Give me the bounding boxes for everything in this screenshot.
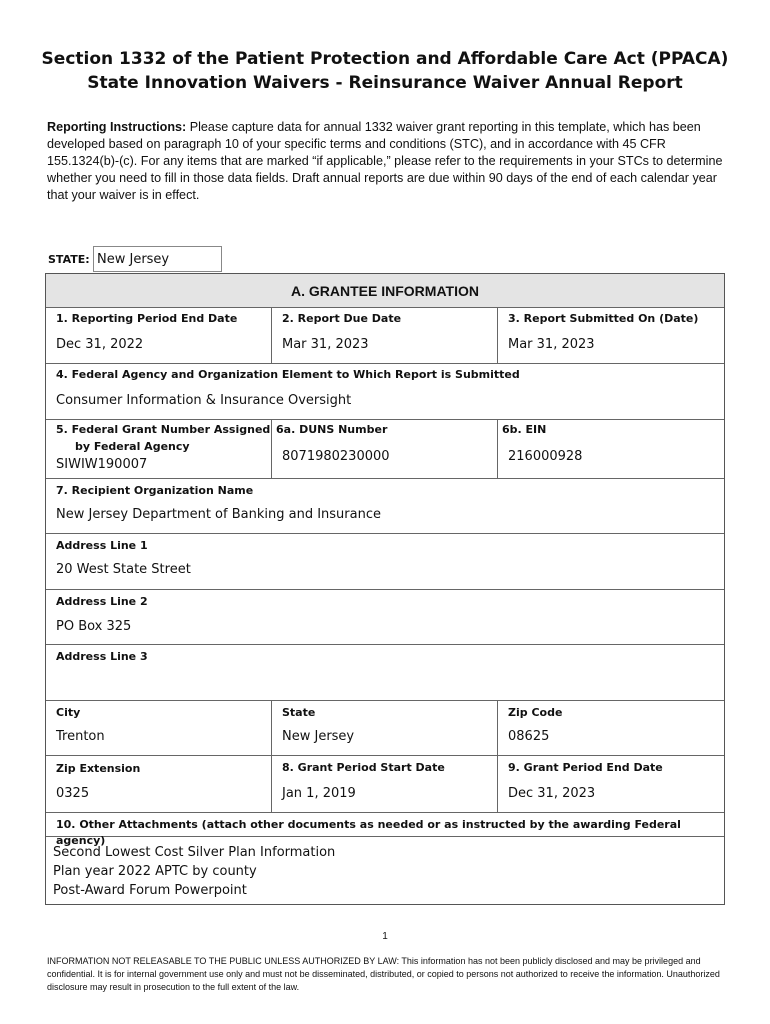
state-label: STATE:: [48, 253, 90, 266]
ein-label: 6b. EIN: [502, 423, 547, 436]
report-due-label: 2. Report Due Date: [282, 312, 402, 325]
document-title: Section 1332 of the Patient Protection and Affordable Care Act (PPACA): [41, 49, 729, 69]
state-address-label: State: [282, 706, 316, 719]
attachment-item[interactable]: Second Lowest Cost Silver Plan Information: [53, 845, 336, 860]
report-submitted-label: 3. Report Submitted On (Date): [508, 312, 699, 325]
federal-agency-field[interactable]: Consumer Information & Insurance Oversight: [56, 393, 352, 408]
page-number: 1: [382, 931, 388, 942]
address2-label: Address Line 2: [56, 595, 148, 608]
grant-start-field[interactable]: Jan 1, 2019: [282, 786, 356, 801]
attachments-label: 10. Other Attachments (attach other documents as needed or as instructed by the awarding Federal agency): [56, 818, 681, 847]
recipient-field[interactable]: New Jersey Department of Banking and Insurance: [56, 507, 381, 522]
grantee-information-table: [45, 273, 725, 905]
address2-field[interactable]: PO Box 325: [56, 619, 132, 634]
address1-field[interactable]: 20 West State Street: [56, 562, 191, 577]
report-submitted-field[interactable]: Mar 31, 2023: [508, 337, 595, 352]
recipient-label: 7. Recipient Organization Name: [56, 484, 254, 497]
grant-end-field[interactable]: Dec 31, 2023: [508, 786, 596, 801]
instructions-text: Please capture data for annual 1332 waiver grant reporting in this template, which has been developed based on paragraph 10 of your specific terms and conditions (STC), and in accordance with 45 CFR 155.1324(b)-(c). For any items that are marked “if applicable,” please refer to the requirements in your STCs to determine whether you need to fill in those data fields. Draft annual reports are due within 90 days of the end of each calendar year that your waiver is in effect.: [47, 120, 723, 202]
city-field[interactable]: Trenton: [56, 729, 105, 744]
grant-number-label-line2: by Federal Agency: [75, 440, 190, 453]
grant-number-field[interactable]: SIWIW190007: [56, 457, 148, 472]
instructions-lead: Reporting Instructions:: [47, 120, 187, 134]
zip-extension-label: Zip Extension: [56, 762, 141, 775]
federal-agency-label: 4. Federal Agency and Organization Element to Which Report is Submitted: [56, 368, 520, 381]
zip-extension-field[interactable]: 0325: [56, 786, 90, 801]
confidentiality-notice: INFORMATION NOT RELEASABLE TO THE PUBLIC UNLESS AUTHORIZED BY LAW: This information has not been publicly disclosed and may be privileged and confidential. It is for internal government use only and must not be disseminated, distributed, or copied to persons not authorized to receive the information. Unauthorized disclosure may result in prosecution to the full extent of the law.: [47, 956, 720, 992]
attachment-item[interactable]: Post-Award Forum Powerpoint: [53, 883, 247, 898]
address3-label: Address Line 3: [56, 650, 148, 663]
grant-start-label: 8. Grant Period Start Date: [282, 761, 445, 774]
city-label: City: [56, 706, 81, 719]
attachment-item[interactable]: Plan year 2022 APTC by county: [53, 864, 257, 879]
reporting-instructions: [47, 119, 727, 204]
zip-field[interactable]: 08625: [508, 729, 550, 744]
duns-field[interactable]: 8071980230000: [282, 449, 390, 464]
address1-label: Address Line 1: [56, 539, 148, 552]
zip-label: Zip Code: [508, 706, 563, 719]
report-due-field[interactable]: Mar 31, 2023: [282, 337, 369, 352]
ein-field[interactable]: 216000928: [508, 449, 583, 464]
grant-end-label: 9. Grant Period End Date: [508, 761, 663, 774]
document-subtitle: State Innovation Waivers - Reinsurance Waiver Annual Report: [87, 73, 683, 93]
reporting-period-end-label: 1. Reporting Period End Date: [56, 312, 238, 325]
state-address-field[interactable]: New Jersey: [282, 729, 355, 744]
state-field[interactable]: New Jersey: [93, 246, 222, 272]
section-heading: A. GRANTEE INFORMATION: [46, 274, 724, 307]
grant-number-label: 5. Federal Grant Number Assigned: [56, 423, 271, 436]
duns-label: 6a. DUNS Number: [276, 423, 388, 436]
reporting-period-end-field[interactable]: Dec 31, 2022: [56, 337, 144, 352]
